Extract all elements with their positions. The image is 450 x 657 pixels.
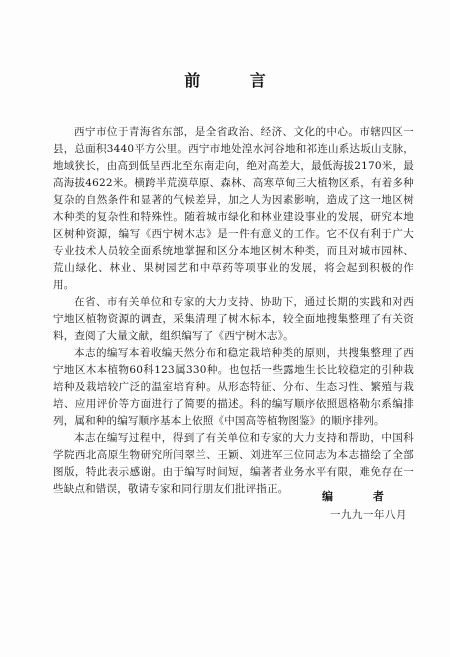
publication-date: 一九九一年八月	[330, 509, 407, 521]
paragraph-4: 本志在编写过程中，得到了有关单位和专家的大力支持和帮助，中国科学院西北高原生物研究所闫翠兰、王颖、刘进军三位同志为本志描绘了全部图版，特此表示感谢。由于编写时间短，编著者业务水平有限，难免存在一些缺点和错误，敬请专家和同行朋友们批评指正。	[53, 432, 414, 495]
paragraph-1: 西宁市位于青海省东部，是全省政治、经济、文化的中心。市辖四区一县，总面积3440平方公里。西宁市地处湟水河谷地和祁连山系达坂山支脉，地域狭长，由高到低呈西北至东南走向，绝对高差大，最低海拔2170米，最高海拔4622米。横跨半荒漠草原、森林、高寒草甸三大植物区系，有着多种复杂的自然条件和显著的气候差异，加之人为因素影响，造成了这一地区树木种类的复杂性和特殊性。随着城市绿化和林业建设事业的发展，研究本地区树种资源，编写《西宁树木志》是一件有意义的工作。它不仅有利于广大专业技术人员较全面系统地掌握和区分本地区树木种类，而且对城市园林、荒山绿化、林业、果树园艺和中草药等项事业的发展，将会起到积极的作用。	[53, 126, 414, 291]
author-signature: 编 者	[322, 490, 402, 503]
preface-body	[53, 124, 414, 498]
paragraph-3: 本志的编写本着收编天然分布和稳定栽培种类的原则，共搜集整理了西宁地区木本植物60科123属330种。也包括一些露地生长比较稳定的引种栽培种及栽培较广泛的温室培育种。从形态特征、分布、生态习性、繁殖与栽培、应用评价等方面进行了简要的描述。科的编写顺序依照恩格勒尔系编排列，属和种的编写顺序基本上依照《中国高等植物图鉴》的顺序排列。	[53, 347, 414, 427]
page-title: 前 言	[184, 71, 288, 90]
paragraph-2: 在省、市有关单位和专家的大力支持、协助下，通过长期的实践和对西宁地区植物资源的调查，采集清理了树木标本，较全面地搜集整理了有关资料，查阅了大量文献，组织编写了《西宁树木志》。	[53, 296, 414, 342]
